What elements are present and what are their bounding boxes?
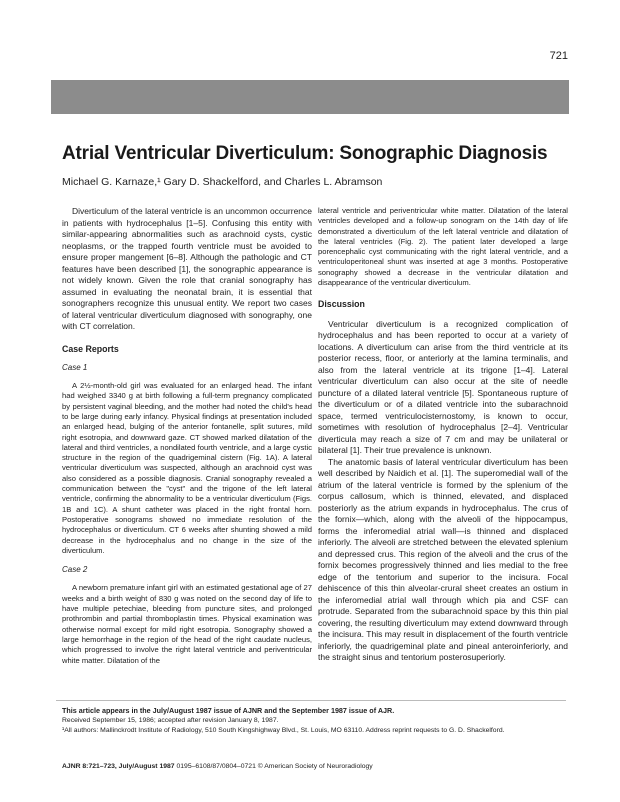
case1-heading: Case 1 — [62, 362, 88, 372]
discussion-heading: Discussion — [318, 299, 365, 310]
article-title: Atrial Ventricular Diverticulum: Sonographic Diagnosis — [62, 143, 548, 164]
case2-heading: Case 2 — [62, 565, 88, 575]
footnote-divider — [56, 700, 566, 701]
journal-footer — [62, 763, 373, 770]
affiliation-note: ¹All authors: Mallinckrodt Institute of Radiology, 510 South Kingshighway Blvd., St. Louis, MO 63110. Address reprint requests to G. D. Shackelford. — [62, 727, 505, 734]
authors-line: Michael G. Karnaze,¹ Gary D. Shackelford, and Charles L. Abramson — [62, 176, 383, 188]
received-note: Received September 15, 1986; accepted after revision January 8, 1987. — [62, 717, 279, 724]
discussion-paragraph-2: The anatomic basis of lateral ventricular diverticulum has been well described by Naidich et al. [1]. The superomedial wall of the atrium of the lateral ventricle is formed by the splenium of the corpus callosum, which is thinned, elevated, and displaced posteriorly as the atrium expands in hydrocephalus. The crus of the fornix—which, along with the alveoli of the hippocampus, forms the inferomedial atrial wall—is thinned and displaced inferiorly. The alveoli are stretched between the elevated splenium and depressed crus. This region of the alveoli and the crus of the fornix becomes progressively thinned and lies medial to the free edge of the tentorium and superior to the incisura. Focal dehiscence of this thin alveolar-crural sheet creates an ostium in the inferomedial atrial wall through which pia and CSF can protrude. Separated from the subarachnoid space by this thin pial covering, the resulting diverticulum may extend downward through the incisura. This may result in displacement of the fourth ventricle inferiorly, the quadrigeminal plate and pineal anteroinferiorly, and the straight sinus and tentorium posterosuperiorly. — [318, 456, 568, 663]
intro-paragraph: Diverticulum of the lateral ventricle is an uncommon occurrence in patients with hydrocephalus [1–5]. Confusing this entity with similar-appearing abnormalities such as arachnoid cysts, cystic neoplasms, or the trapped fourth ventricle must be avoided to ensure proper mangement [6–8]. Although the pathologic and CT features have been described [1], the sonographic appearance is not widely known. Given the role that cranial sonography has assumed in evaluating the neonatal brain, it is essential that sonographers recognize this unusual entity. We report two cases of lateral ventricular diverticulum diagnosed with sonography, one with CT correlation. — [62, 206, 312, 331]
left-column — [62, 206, 312, 666]
copyright-notice: 0195–6108/87/0804–0721 © American Society of Neuroradiology — [176, 763, 373, 770]
case2-continued-paragraph: lateral ventricle and periventricular white matter. Dilatation of the lateral ventricles developed and a follow-up sonogram on the 14th day of life demonstrated a diverticulum of the left lateral ventricle and dilatation of the lateral ventricles (Fig. 2). The patient later developed a large porencephalic cyst communicating with the right lateral ventricle, and a ventriculoperitoneal shunt was inserted at age 3 months. Postoperative sonography showed a decrease in the ventricular dilatation and disappearance of the ventricular diverticulum. — [318, 206, 568, 288]
header-banner — [51, 80, 569, 114]
footnotes — [62, 706, 562, 736]
journal-reference: AJNR 8:721–723, July/August 1987 — [62, 763, 175, 770]
appearance-note: This article appears in the July/August 1987 issue of AJNR and the September 1987 issue of AJR. — [62, 706, 395, 715]
case-reports-heading: Case Reports — [62, 343, 119, 354]
case2-paragraph: A newborn premature infant girl with an estimated gestational age of 27 weeks and a birth weight of 830 g was noted on the second day of life to have multiple petechiae, bleeding from puncture sites, and prolonged prothrombin and partial thromboplastin times. Physical examination was otherwise normal except for mild right esotropia. Sonography showed a large hemorrhage in the region of the head of the right caudate nucleus, which progressed to involve the right lateral ventricle and periventricular white matter. Dilatation of the — [62, 583, 312, 665]
page-number: 721 — [549, 50, 568, 62]
discussion-paragraph-1: Ventricular diverticulum is a recognized complication of hydrocephalus and has been reported to occur at a variety of locations. A diverticulum can arise from the third ventricle at its posterior recess, floor, or anteriorly at the lamina terminalis, and also from the lateral ventricle at its trigone [1–4]. Lateral ventricular diverticulum can also occur at the site of needle puncture of a dilated lateral ventricle [5]. Spontaneous rupture of the diverticulum or of a dilated ventricle into the subarachnoid space, termed ventriculocisternostomy, is known to occur, sometimes with resolution of hydrocephalus [2–4]. Ventricular diverticula may reach a size of 7 cm and may be unilateral or bilateral [1]. Their true prevalence is unknown. — [318, 318, 568, 456]
case1-paragraph: A 2½-month-old girl was evaluated for an enlarged head. The infant had weighed 3340 g at birth following a full-term pregnancy complicated by persistent vaginal bleeding, and the mother had noted the child's head to be large during early infancy. Physical findings at presentation included an enlarged head, bulging of the anterior fontanelle, split sutures, mild right esotropia, and downward gaze. CT showed marked dilatation of the lateral and third ventricles, a nondilated fourth ventricle, and a large cystic structure in the region of the quadrigeminal cistern (Fig. 1A). A lateral ventricular diverticulum was suspected, although an arachnoid cyst was also considered as a possible diagnosis. Cranial sonography revealed a communication between the "cyst" and the trigone of the left lateral ventricle, confirming the abnormality to be a ventricular diverticulum (Figs. 1B and 1C). A shunt catheter was placed in the right frontal horn. Postoperative sonograms showed no immediate resolution of the hydrocephalus or diverticulum. CT 6 weeks after shunting showed a mild decrease in the hydrocephalus and no change in the size of the diverticulum. — [62, 381, 312, 555]
right-column — [318, 206, 568, 664]
